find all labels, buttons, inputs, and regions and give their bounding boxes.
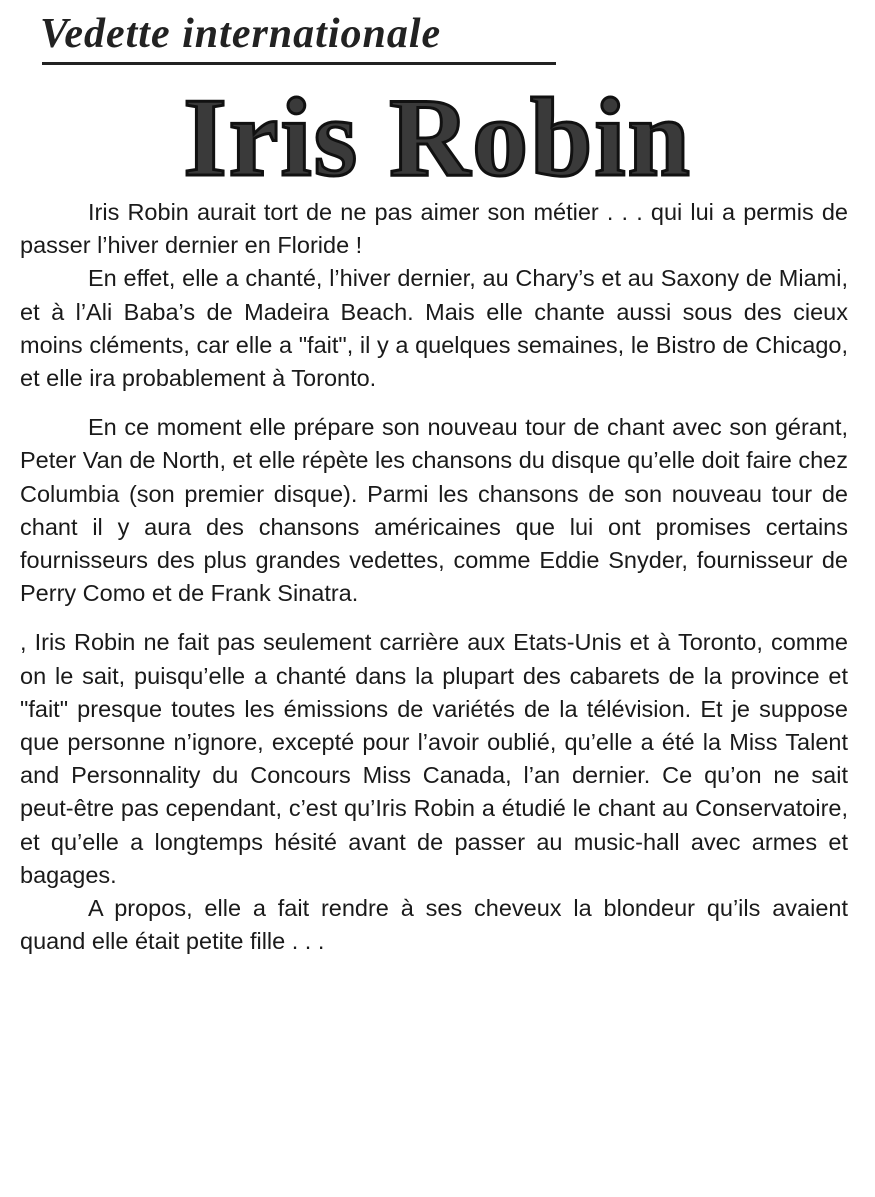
kicker-underline xyxy=(42,62,556,65)
article-headline: Iris Robin xyxy=(183,76,692,200)
article-paragraph: A propos, elle a fait rendre à ses cheveux la blondeur qu’ils avaient quand elle était petite fille . . . xyxy=(20,895,848,955)
article-paragraph: En effet, elle a chanté, l’hiver dernier, au Chary’s et au Saxony de Miami, et à l’Ali Baba’s de Madeira Beach. Mais elle chante aussi sous des cieux moins cléments, car elle a "fait", il y a quelques semaines, le Bistro de Chicago, et elle ira probablement à Toronto. xyxy=(20,265,848,392)
article-paragraph: Iris Robin aurait tort de ne pas aimer son métier . . . qui lui a permis de passer l’hiver dernier en Floride ! xyxy=(20,199,848,259)
paragraph-gap xyxy=(20,395,848,411)
article-paragraph: , Iris Robin ne fait pas seulement carrière aux Etats-Unis et à Toronto, comme on le sait, puisqu’elle a chanté dans la plupart des cabarets de la province et "fait" presque toutes les émissions de variétés de la télévision. Et je suppose que personne n’ignore, excepté pour l’avoir oublié, qu’elle a été la Miss Talent and Personnality du Concours Miss Canada, l’an dernier. Ce qu’on ne sait peut-être pas cependant, c’est qu’Iris Robin a étudié le chant au Conservatoire, et qu’elle a longtemps hésité avant de passer au music-hall avec armes et bagages. xyxy=(20,629,848,888)
article-paragraph: En ce moment elle prépare son nouveau tour de chant avec son gérant, Peter Van de North, et elle répète les chansons du disque qu’elle doit faire chez Columbia (son premier disque). Parmi les chansons de son nouveau tour de chant il y aura des chansons américaines que lui ont promises certains fournisseurs des plus grandes vedettes, comme Eddie Snyder, fournisseur de Perry Como et de Frank Sinatra. xyxy=(20,414,848,607)
article-kicker: Vedette internationale xyxy=(40,11,442,57)
paragraph-gap xyxy=(20,610,848,626)
article-body xyxy=(20,196,848,958)
